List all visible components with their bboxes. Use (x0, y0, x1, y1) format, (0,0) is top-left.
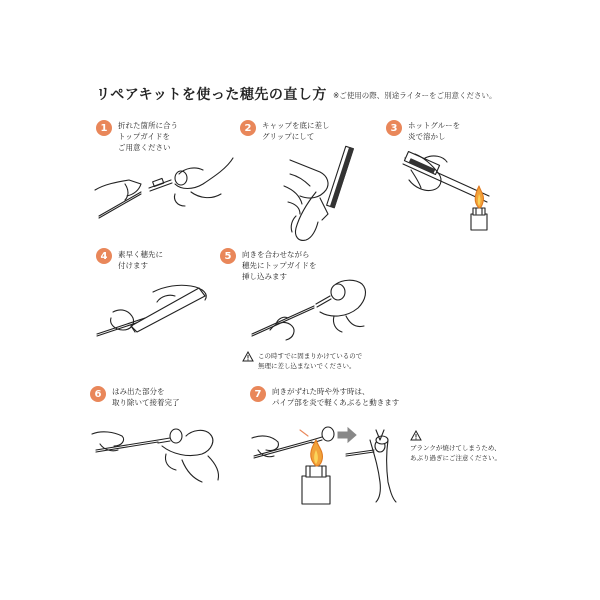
step-5-number: 5 (220, 248, 236, 264)
step-5-illustration (250, 272, 370, 342)
step-1-caption: 折れた箇所に合う トップガイドを ご用意ください (118, 121, 178, 152)
hand-icon (95, 180, 141, 200)
arrow-right-icon (338, 428, 356, 442)
step-2-caption: キャップを底に差し グリップにして (262, 121, 330, 141)
hand-icon (291, 192, 328, 240)
step-4-number: 4 (96, 248, 112, 264)
hand-icon (174, 158, 233, 206)
pliers-icon (370, 430, 396, 502)
flame-icon (311, 440, 323, 466)
step-6-number: 6 (90, 386, 106, 402)
hand-icon (252, 436, 278, 457)
lighter-icon (302, 466, 330, 504)
flame-icon (475, 186, 483, 208)
step-3-illustration (385, 150, 500, 230)
step-7-number: 7 (250, 386, 266, 402)
warning-icon (410, 430, 422, 441)
step-4-illustration (95, 272, 215, 342)
step-1-number: 1 (96, 120, 112, 136)
step-7-caption: 向きがずれた時や外す時は、 パイプ部を炎で軽くあぶると動きます (272, 387, 400, 407)
step-3-caption: ホットグルーを 炎で溶かし (408, 121, 461, 141)
rod-tip-icon (99, 192, 141, 218)
rod-tip-icon (96, 440, 158, 452)
step-1-illustration (95, 150, 235, 230)
top-guide-icon (316, 284, 345, 307)
step-6-caption: はみ出た部分を 取り除いて接着完了 (112, 387, 180, 407)
lighter-icon (471, 208, 487, 230)
step-2-number: 2 (240, 120, 256, 136)
rod-tip-icon (252, 306, 314, 336)
step-5-caption: 向きを合わせながら 穂先にトップガイドを 挿し込みます (242, 250, 317, 281)
step-2-illustration (270, 142, 380, 247)
step-6-illustration (92, 410, 222, 490)
step-7-warning: ブランクが焼けてしまうため、 あぶり過ぎにご注意ください。 (410, 444, 501, 462)
step-7-illustration (250, 410, 425, 505)
hand-icon (320, 280, 365, 332)
page-title: リペアキットを使った穂先の直し方 (96, 87, 327, 103)
warning-icon (242, 351, 254, 362)
step-3-number: 3 (386, 120, 402, 136)
lighter-note: ※ご使用の際、別途ライターをご用意ください。 (333, 91, 497, 100)
step-4-caption: 素早く穂先に 付けます (118, 250, 163, 270)
glue-stick-icon (327, 146, 354, 207)
step-5-warning: この時すでに固まりかけているので 無理に差し込まないでください。 (258, 352, 363, 370)
top-guide-icon (158, 429, 182, 443)
glue-stick-icon (131, 288, 205, 332)
